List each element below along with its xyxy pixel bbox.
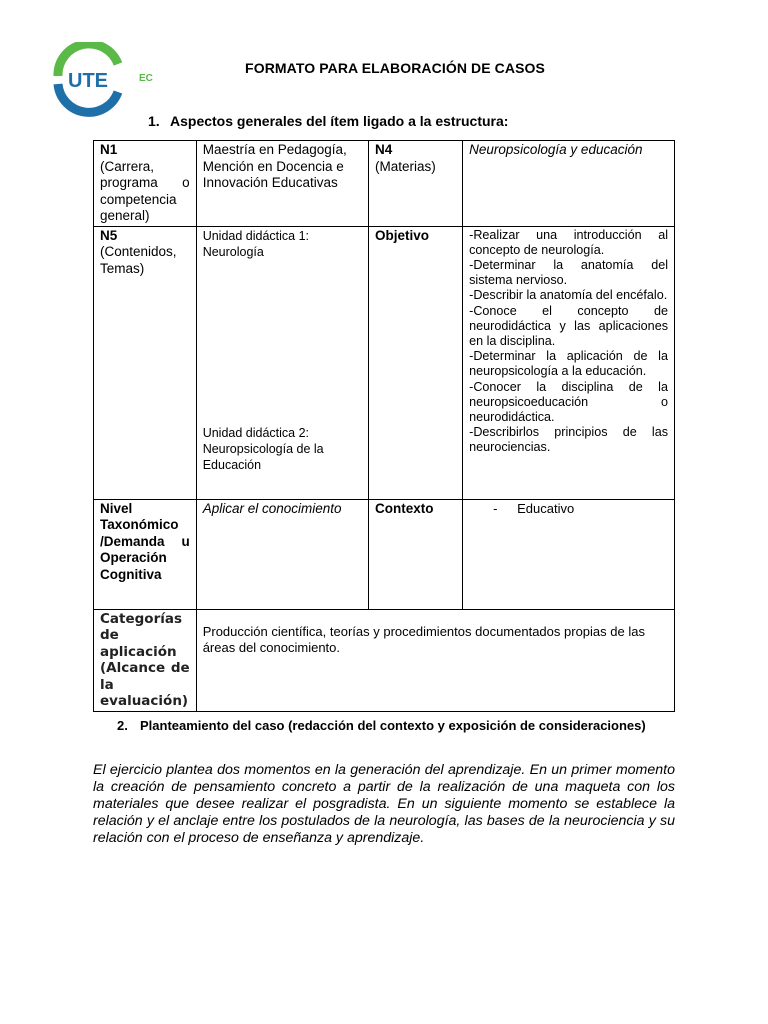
objective-header-cell: [368, 226, 462, 499]
n4-label: N4: [374, 142, 393, 157]
objective-item: -Determinar la anatomía del sistema nervioso.: [469, 257, 668, 288]
context-value: Educativo: [517, 500, 575, 516]
context-header-cell: [368, 499, 462, 609]
document-title: FORMATO PARA ELABORACIÓN DE CASOS: [245, 60, 545, 76]
n5-header-cell: [94, 226, 197, 499]
n5-value-cell: [196, 226, 368, 499]
section-2-heading: [117, 718, 675, 735]
unit-1: Unidad didáctica 1: Neurología: [202, 228, 310, 259]
case-description-paragraph: El ejercicio plantea dos momentos en la generación del aprendizaje. En un primer momento la creación de pensamiento concreto a partir de la realización de una maqueta con los materiales que desee realizar el posgradista. En un siguiente momento se establece la relación y el anclaje entre los postulados de la neurología, las bases de la neurociencia y su relación con el proceso de enseñanza y aprendizaje.: [93, 762, 675, 846]
n4-description: (Materias): [374, 158, 436, 174]
n1-header-cell: [94, 141, 197, 227]
n1-value-cell: [196, 141, 368, 227]
n4-header-cell: [368, 141, 462, 227]
case-structure-table: [93, 140, 675, 712]
objective-item: -Realizar una introducción al concepto de neurología.: [469, 227, 668, 257]
n4-value: Neuropsicología y educación: [469, 142, 643, 157]
level-value-cell: [196, 499, 368, 609]
section-1-number: 1.: [148, 113, 160, 129]
ute-logo: [52, 42, 162, 118]
context-label: Contexto: [374, 500, 434, 516]
objective-item: -Describir la anatomía del encéfalo.: [469, 288, 668, 303]
objective-label: Objetivo: [374, 227, 429, 243]
section-1-heading: [148, 113, 508, 129]
level-header-cell: [94, 499, 197, 609]
n5-label: N5: [100, 227, 118, 243]
objective-item: -Determinar la aplicación de la neuropsicología a la educación.: [469, 349, 668, 379]
context-bullet: -: [493, 500, 498, 516]
objective-item: -Conoce el concepto de neurodidáctica y las aplicaciones en la disciplina.: [469, 303, 668, 348]
level-value: Aplicar el conocimiento: [202, 500, 342, 516]
level-label: Nivel Taxonómico /Demanda u Operación Cognitiva: [100, 500, 190, 582]
table-row-n5: [94, 226, 675, 499]
n1-value: Maestría en Pedagogía, Mención en Docencia e Innovación Educativas: [202, 142, 347, 190]
table-row-level: [94, 499, 675, 609]
category-header-cell: [94, 609, 197, 711]
n1-label: N1: [100, 142, 118, 157]
n5-description: (Contenidos, Temas): [100, 244, 177, 276]
n1-description: (Carrera, programa o competencia general): [100, 158, 190, 223]
section-2-number: 2.: [117, 718, 128, 733]
ute-logo-mark: [52, 42, 162, 118]
n4-value-cell: [463, 141, 675, 227]
unit-2: Unidad didáctica 2: Neuropsicología de la Educación: [202, 425, 324, 472]
category-label: Categorías de aplicación (Alcance de la evaluación): [100, 610, 190, 709]
logo-text: UTE: [68, 70, 108, 92]
objective-value-cell: [463, 226, 675, 499]
logo-suffix: EC: [139, 73, 153, 84]
objective-item: -Describirlos principios de las neurociencias.: [469, 425, 668, 455]
context-value-cell: [463, 499, 675, 609]
category-value-cell: [196, 609, 674, 711]
table-row-category: [94, 609, 675, 711]
table-row-n1: [94, 141, 675, 227]
objective-item: -Conocer la disciplina de la neuropsicoeducación o neurodidáctica.: [469, 379, 668, 424]
category-value: Producción científica, teorías y procedimientos documentados propias de las áreas del conocimiento.: [202, 623, 645, 655]
section-1-title: Aspectos generales del ítem ligado a la estructura:: [170, 113, 509, 129]
section-2-title: Planteamiento del caso (redacción del contexto y exposición de consideraciones): [140, 718, 646, 733]
